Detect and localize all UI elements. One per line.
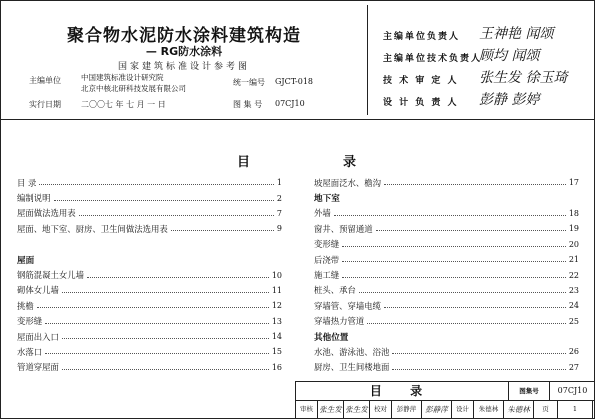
toc-entry[interactable] [17,298,282,313]
toc-entry[interactable] [17,344,282,359]
toc-entry-page: 24 [568,301,579,311]
toc-left-column [17,175,282,375]
title-block-atlas-label: 图集号 [509,382,550,401]
toc-entry-label: 施工缝 [314,270,340,281]
toc-entry[interactable] [314,360,579,375]
responsible-signature: 彭静 彭婷 [479,92,540,108]
toc-entry-label: 地下室 [314,194,340,205]
atlas-number-value: 07CJ10 [275,99,305,108]
toc-entry[interactable] [314,298,579,313]
toc-entry[interactable] [17,360,282,375]
toc-entry-page: 7 [276,208,282,218]
toc-entry-label: 砌体女儿墙 [17,285,59,296]
toc-entry-page: 22 [568,270,579,280]
toc-entry[interactable] [17,206,282,221]
toc-leader-dots [79,215,274,216]
toc-entry-label: 穿墙热力管道 [314,316,365,327]
toc-entry-page: 19 [568,224,579,234]
responsible-label: 主编单位负责人 [383,32,461,42]
toc-right-column [314,175,579,375]
toc-entry[interactable] [17,175,282,190]
toc-leader-dots [392,353,565,354]
toc-spacer [17,237,282,252]
toc-entry-page: 15 [271,347,282,357]
toc-leader-dots [39,184,273,185]
header-rule [1,119,595,120]
toc-entry-label: 钢筋混凝土女儿墙 [17,270,84,281]
toc-entry-label: 变形缝 [17,316,43,327]
toc-entry[interactable] [17,267,282,282]
toc-entry[interactable] [17,283,282,298]
toc-entry[interactable] [314,237,579,252]
toc-entry-label: 穿墙管、穿墙电缆 [314,300,381,311]
standard-label: 国家建筑标准设计参考图 [117,62,250,72]
header-divider [367,5,368,115]
toc-leader-dots [376,230,566,231]
toc-entry-page: 27 [568,362,579,372]
toc-entry-label: 水落口 [17,346,43,357]
title-block-signature: 张生发 [344,401,370,418]
toc-leader-dots [62,292,269,293]
toc-leader-dots [334,215,566,216]
toc-entry-page: 18 [568,208,579,218]
toc-entry-label: 桩头、承台 [314,285,356,296]
toc-entry-page: 21 [568,255,579,265]
toc-leader-dots [62,369,269,370]
toc-leader-dots [342,277,566,278]
toc-entry-page: 26 [568,347,579,357]
toc-entry-page: 2 [276,193,282,203]
toc-entry-label: 厨房、卫生间楼地面 [314,362,390,373]
toc-entry[interactable] [314,344,579,359]
toc-entry-label: 挑檐 [17,300,34,311]
toc-leader-dots [342,261,566,262]
responsible-label: 技 术 审 定 人 [383,76,459,86]
toc-entry-page: 16 [271,362,282,372]
atlas-title: 聚合物水泥防水涂料建筑构造 [67,26,301,46]
toc-entry-page: 23 [568,285,579,295]
toc-entry-page: 14 [271,332,282,342]
toc-entry-page: 1 [276,178,282,188]
title-block-signature: 张生发 [318,401,344,418]
serial-label: 统一编号 [233,78,265,87]
editor-unit-1: 中国建筑标准设计研究院 [81,73,164,82]
toc-entry-label: 目 录 [17,177,37,188]
date-label: 实行日期 [29,100,61,109]
toc-leader-dots [37,307,269,308]
responsible-signature: 顾均 闻颂 [479,48,540,64]
title-block-title: 目 录 [296,382,509,401]
title-block-cell: 校对 [370,401,392,418]
editor-unit-label: 主编单位 [29,76,61,85]
toc-entry-page: 20 [568,239,579,249]
toc-leader-dots [359,292,566,293]
toc-entry-page: 13 [271,316,282,326]
toc-entry[interactable] [314,252,579,267]
title-block-atlas-value: 07CJ10 [550,382,595,401]
title-block [295,381,595,419]
title-block-cell: 彭静萍 [392,401,422,418]
toc-entry[interactable] [314,314,579,329]
title-block-cell: 审核 [296,401,318,418]
editor-unit-2: 北京中核北研科技发展有限公司 [81,84,186,93]
title-block-cell: 朱德林 [474,401,504,418]
responsible-label: 主编单位技术负责人 [383,54,483,64]
toc-entry-label: 变形缝 [314,239,340,250]
toc-entry[interactable] [17,190,282,205]
toc-leader-dots [384,307,566,308]
responsible-signature: 王神艳 闻颂 [479,26,554,42]
toc-section-heading [314,190,579,205]
toc-leader-dots [367,323,566,324]
toc-entry-label: 坡屋面泛水、檐沟 [314,177,381,188]
toc-leader-dots [87,277,269,278]
title-block-signature: 彭静萍 [422,401,452,418]
serial-value: GJCT-018 [275,77,313,86]
toc-entry-label: 后浇带 [314,254,340,265]
toc-entry[interactable] [314,221,579,236]
toc-entry[interactable] [314,267,579,282]
toc-entry[interactable] [314,206,579,221]
toc-entry-page: 12 [271,301,282,311]
toc-entry-page: 10 [271,270,282,280]
toc-entry-page: 17 [568,178,579,188]
toc-entry-page: 11 [271,285,282,295]
toc-entry-label: 水池、游泳池、浴池 [314,346,390,357]
toc-leader-dots [171,230,274,231]
toc-heading-left: 目 [237,155,251,170]
toc-entry[interactable] [314,175,579,190]
toc-leader-dots [384,184,566,185]
toc-entry-label: 屋面做法选用表 [17,208,76,219]
toc-entry[interactable] [17,314,282,329]
responsible-signature: 张生发 徐玉琦 [479,70,568,86]
toc-entry-page: 9 [276,224,282,234]
toc-leader-dots [45,353,269,354]
toc-entry-page: 25 [568,316,579,326]
date-value: 二〇〇七 年 七 月 一 日 [81,100,166,109]
toc-entry[interactable] [17,221,282,236]
toc-entry-label: 窗井、预留通道 [314,223,373,234]
toc-leader-dots [54,200,274,201]
title-block-cell: 页 [534,401,558,418]
toc-entry-label: 编制说明 [17,193,51,204]
atlas-subtitle: — RG防水涂料 [145,45,223,58]
title-block-signature: 朱德林 [504,401,534,418]
title-block-cell: 1 [558,401,593,418]
responsible-label: 设 计 负 责 人 [383,98,459,108]
toc-leader-dots [342,246,566,247]
toc-heading-right: 录 [343,155,357,170]
toc-entry[interactable] [17,329,282,344]
toc-leader-dots [62,338,269,339]
header-left [1,1,367,119]
toc-section-heading [314,329,579,344]
toc-entry-label: 屋面出入口 [17,331,59,342]
header-block [1,1,595,119]
title-block-cell: 设计 [452,401,474,418]
toc-section-heading [17,252,282,267]
toc-entry-label: 其他位置 [314,332,349,343]
toc-entry-label: 屋面 [17,255,35,266]
toc-entry-label: 管道穿屋面 [17,362,59,373]
toc-entry-label: 外墙 [314,208,331,219]
toc-entry[interactable] [314,283,579,298]
toc-entry-label: 屋面、地下室、厨房、卫生间做法选用表 [17,223,168,234]
toc-leader-dots [45,323,269,324]
atlas-number-label: 图 集 号 [233,100,263,109]
toc-leader-dots [392,369,565,370]
